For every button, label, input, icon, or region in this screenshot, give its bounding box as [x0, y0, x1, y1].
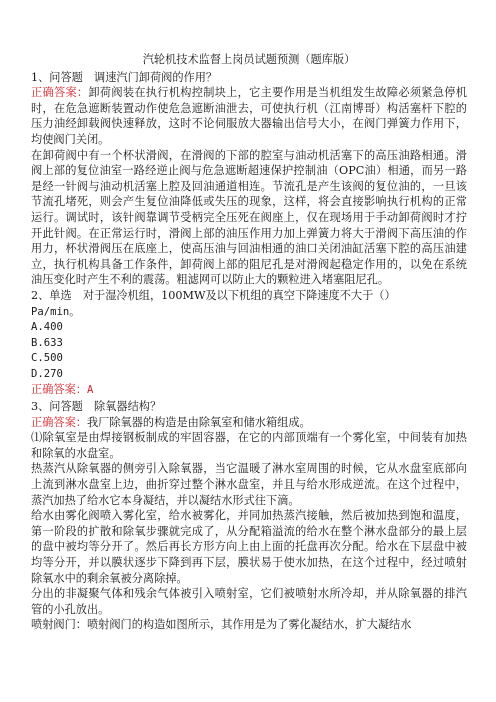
answer-label: 正确答案： [31, 383, 87, 397]
question-1-answer-text: 卸荷阀装在执行机构控制块上，它主要作用是当机组发生故障必须紧急停机时，在危急遮断装置动作使危急遮断油泄去，可使执行机（江南博哥）构活塞杆下腔的压力油经卸载阀快速释放，这时不论伺服放大器输出信号大小，在阀门弹簧力作用下，均使阀门关闭。 [31, 86, 467, 146]
question-3-answer-paragraph: ⑴除氧室是由焊接钢板制成的牢固容器，在它的内部顶端有一个雾化室，中间装有加热和除氧的水盘室。 [31, 431, 467, 460]
question-1-answer-paragraph: 在卸荷阀中有一个杯状滑阀，在滑阀的下部的腔室与油动机活塞下的高压油路相通。滑阀上部的复位油室一路经逆止阀与危急遮断超速保护控制油（OPC油）相通，而另一路是经一针阀与油动机活塞上腔及回油通道相连。节流孔是产生该阀的复位油的，一旦该节流孔堵死，则会产生复位油降低或失压的现象，这样，将会直接影响执行机构的正常运行。调试时，该针阀靠调节受柄完全压死在阀座上，仅在现场用于手动卸荷阀时才拧开此针阀。在正常运行时，滑阀上部的油压作用力加上弹簧力将大于滑阀下高压油的作用力，杯状滑阀压在底座上，使高压油与回油相通的油口关闭油缸活塞下腔的高压油建立，执行机构具备工作条件，卸荷阀上部的阻尼孔是对滑阀起稳定作用的，以免在系统油压变化时产生不利的震荡。粗滤网可以防止大的颗粒进入堵塞阻尼孔。 [31, 148, 467, 287]
option-d: D.270 [31, 367, 63, 380]
question-2-header-unit: Pa/min。 [31, 305, 80, 318]
option-c: C.500 [31, 352, 63, 365]
option-a: A.400 [31, 321, 63, 334]
question-1-answer [31, 85, 467, 147]
document-page [31, 52, 467, 633]
question-2-answer-letter: A [86, 384, 94, 397]
question-2-answer [31, 382, 467, 399]
question-1-header: 1、问答题 调速汽门卸荷阀的作用？ [31, 70, 218, 84]
answer-label: 正确答案： [31, 415, 87, 429]
option-b: B.633 [31, 336, 63, 349]
question-3-answer-paragraph: 热蒸汽从除氧器的侧旁引入除氧器，当它温暖了淋水室周围的时候，它从水盘室底部向上流到淋水盘室上边，曲折穿过整个淋水盘室，并且与给水形成逆流。在这个过程中，蒸汽加热了给水它本身凝结，并以凝结水形式往下滴。 [31, 462, 467, 507]
question-3-answer [31, 415, 467, 431]
answer-label: 正确答案： [31, 86, 89, 100]
document-title: 汽轮机技术监督上岗员试题预测（题库版） [142, 53, 356, 66]
question-3-answer-paragraph: 喷射阀门：喷射阀门的构造如图所示，其作用是为了雾化凝结水，扩大凝结水 [31, 618, 412, 632]
question-3-answer-paragraph: 分出的非凝聚气体和残余气体被引入喷射室，它们被喷射水所冷却，并从除氧器的排汽管的小孔放出。 [31, 587, 467, 616]
question-2-header-text: 2、单选 对于湿冷机组，100MW及以下机组的真空下降速度不大于（） [31, 288, 396, 302]
question-2-options [31, 320, 467, 382]
question-3-header: 3、问答题 除氧器结构？ [31, 400, 162, 414]
question-3-answer-paragraph: 给水由雾化阀喷入雾化室，给水被雾化，并同加热蒸汽接触，然后被加热到饱和温度，第一阶段的扩散和除氧步骤就完成了，从分配箱溢流的给水在整个淋水盘部分的最上层的盘中被均等分开了。然后再长方形方向上由上面的托盘再次分配。给水在下层盘中被均等分开，并以膜状逐步下降到再下层，膜状易于使水加热，在这个过程中，经过喷射除氧水中的剩余氧被分离除掉。 [31, 509, 467, 585]
question-2-header [31, 288, 467, 320]
question-3-answer-text: 我厂除氧器的构造是由除氧室和储水箱组成。 [86, 415, 311, 429]
